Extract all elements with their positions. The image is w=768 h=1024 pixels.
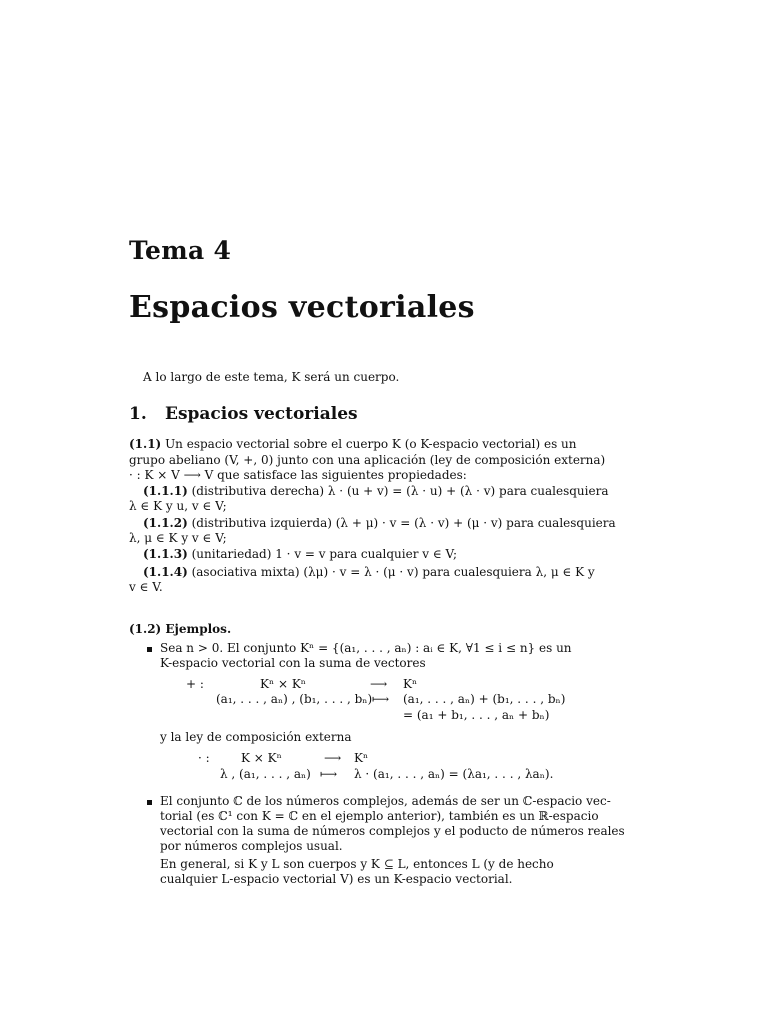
- sum-map-symbol: + :: [186, 677, 204, 691]
- section-number: 1.: [129, 404, 147, 424]
- ext-map-image: λ · (a₁, . . . , aₙ) = (λa₁, . . . , λaₙ).: [354, 767, 554, 781]
- sum-map-codomain: Kⁿ: [403, 677, 418, 691]
- property-label: (1.1.1): [143, 484, 188, 498]
- sum-map-mapsto: ⟼: [372, 692, 390, 706]
- example-2-line-1: El conjunto ℂ de los números complejos, además de ser un ℂ-espacio vec-: [160, 794, 611, 808]
- example-2-line-3: vectorial con la suma de números complejos y el poducto de números reales: [160, 824, 625, 838]
- examples-heading: (1.2) Ejemplos.: [129, 622, 232, 636]
- chapter-label: Tema 4: [129, 236, 232, 265]
- chapter-title: Espacios vectoriales: [129, 290, 475, 325]
- ext-map-mapsto: ⟼: [320, 767, 338, 781]
- example-1-line-3: y la ley de composición externa: [160, 730, 352, 744]
- section-title: Espacios vectoriales: [165, 404, 358, 424]
- sum-map-element: (a₁, . . . , aₙ) , (b₁, . . . , bₙ): [216, 692, 373, 706]
- example-2-line-4: por números complejos usual.: [160, 839, 343, 853]
- sum-map-image-2: = (a₁ + b₁, . . . , aₙ + bₙ): [403, 708, 550, 722]
- ext-map-element: λ , (a₁, . . . , aₙ): [220, 767, 311, 781]
- property-1-line-1: (1.1.1) (distributiva derecha) λ · (u + v) = (λ · u) + (λ · v) para cualesquiera: [143, 484, 609, 498]
- section-heading: [129, 404, 358, 424]
- example-1-line-2: K-espacio vectorial con la suma de vectores: [160, 656, 426, 670]
- property-4-line-1: (1.1.4) (asociativa mixta) (λμ) · v = λ · (μ · v) para cualesquiera λ, μ ∈ K y: [143, 565, 595, 579]
- bullet-icon: [147, 800, 152, 805]
- example-2-line-6: cualquier L-espacio vectorial V) es un K-espacio vectorial.: [160, 872, 513, 886]
- ext-map-codomain: Kⁿ: [354, 751, 369, 765]
- definition-label: (1.1): [129, 437, 162, 451]
- property-3-line-1: (1.1.3) (unitariedad) 1 · v = v para cualquier v ∈ V;: [143, 547, 458, 561]
- definition-line-1: (1.1) Un espacio vectorial sobre el cuerpo K (o K-espacio vectorial) es un: [129, 437, 577, 451]
- property-2-line-2: λ, μ ∈ K y v ∈ V;: [129, 531, 227, 545]
- property-2-line-1: (1.1.2) (distributiva izquierda) (λ + μ) · v = (λ · v) + (μ · v) para cualesquiera: [143, 516, 616, 530]
- property-label: (1.1.4): [143, 565, 188, 579]
- ext-map-symbol: · :: [198, 751, 210, 765]
- property-label: (1.1.3): [143, 547, 188, 561]
- bullet-icon: [147, 647, 152, 652]
- example-2-line-2: torial (es ℂ¹ con K = ℂ en el ejemplo anterior), también es un ℝ-espacio: [160, 809, 599, 823]
- example-1-line-1: Sea n > 0. El conjunto Kⁿ = {(a₁, . . . , aₙ) : aᵢ ∈ K, ∀1 ≤ i ≤ n} es un: [160, 641, 572, 655]
- property-4-line-2: v ∈ V.: [129, 580, 163, 594]
- intro-text: A lo largo de este tema, K será un cuerpo.: [143, 370, 400, 384]
- definition-line-3: · : K × V ⟶ V que satisface las siguientes propiedades:: [129, 468, 467, 482]
- definition-line-2: grupo abeliano (V, +, 0) junto con una aplicación (ley de composición externa): [129, 453, 606, 467]
- example-2-line-5: En general, si K y L son cuerpos y K ⊆ L, entonces L (y de hecho: [160, 857, 554, 871]
- sum-map-image: (a₁, . . . , aₙ) + (b₁, . . . , bₙ): [403, 692, 566, 706]
- sum-map-arrow: ⟶: [370, 677, 388, 691]
- ext-map-domain: K × Kⁿ: [241, 751, 282, 765]
- ext-map-arrow: ⟶: [324, 751, 342, 765]
- sum-map-domain: Kⁿ × Kⁿ: [260, 677, 306, 691]
- property-1-line-2: λ ∈ K y u, v ∈ V;: [129, 499, 227, 513]
- property-label: (1.1.2): [143, 516, 188, 530]
